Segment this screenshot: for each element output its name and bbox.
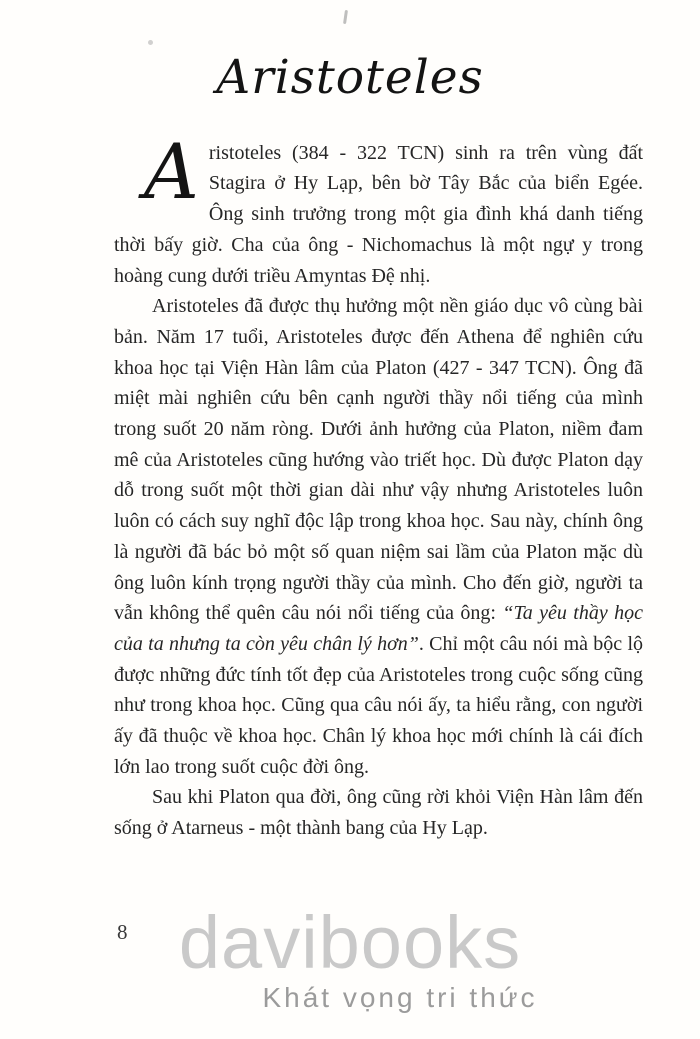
body-text bbox=[114, 126, 644, 844]
paragraph-1 bbox=[114, 126, 643, 292]
page-number: 8 bbox=[117, 920, 128, 944]
quote-text: “Ta yêu thầy học của ta nhưng ta còn yêu chân lý hơn” bbox=[114, 602, 643, 655]
scan-artifact bbox=[148, 40, 153, 45]
paragraph-2 bbox=[114, 291, 643, 782]
watermark bbox=[0, 901, 700, 1014]
paragraph-text: Aristoteles đã được thụ hưởng một nền giáo dục vô cùng bài bản. Năm 17 tuổi, Aristoteles được đến Athena để nghiên cứu khoa học tại Viện Hàn lâm của Platon (427 - 347 TCN). Ông đã miệt mài nghiên cứu bên cạnh người thầy nổi tiếng của mình trong suốt 20 năm ròng. Dưới ảnh hưởng của Platon, niềm đam mê của Aristoteles cũng hướng vào triết học. Dù được Platon dạy dỗ trong suốt một thời gian dài như vậy nhưng Aristoteles luôn luôn có cách suy nghĩ độc lập trong khoa học. Sau này, chính ông là người đã bác bỏ một số quan niệm sai lầm của Platon mặc dù ông luôn kính trọng người thầy của mình. Cho đến giờ, người ta vẫn không thể quên câu nói nổi tiếng của ông: bbox=[114, 295, 643, 625]
scan-artifact bbox=[343, 10, 348, 24]
page-title: Aristoteles bbox=[216, 50, 484, 105]
paragraph-text: . Chỉ một câu nói mà bộc lộ được những đức tính tốt đẹp của Aristoteles trong cuộc sống cũng như trong khoa học. Cũng qua câu nói ấy, ta hiểu rằng, con người ấy đã thuộc về khoa học. Chân lý khoa học mới chính là cái đích lớn lao trong suốt cuộc đời ông. bbox=[114, 632, 644, 778]
watermark-brand: davibooks bbox=[178, 901, 522, 984]
paragraph-text: ristoteles (384 - 322 TCN) sinh ra trên vùng đất Stagira ở Hy Lạp, bên bờ Tây Bắc của biển Egée. Ông sinh trưởng trong một gia đình khá danh tiếng thời bấy giờ. Cha của ông - Nichomachus là một ngự y trong hoàng cung dưới triều Amyntas Đệ nhị. bbox=[114, 141, 643, 287]
drop-cap: A bbox=[144, 126, 199, 216]
watermark-tagline: Khát vọng tri thức bbox=[262, 982, 538, 1013]
paragraph-3: Sau khi Platon qua đời, ông cũng rời khỏi Viện Hàn lâm đến sống ở Atarneus - một thành bang của Hy Lạp. bbox=[114, 786, 643, 840]
